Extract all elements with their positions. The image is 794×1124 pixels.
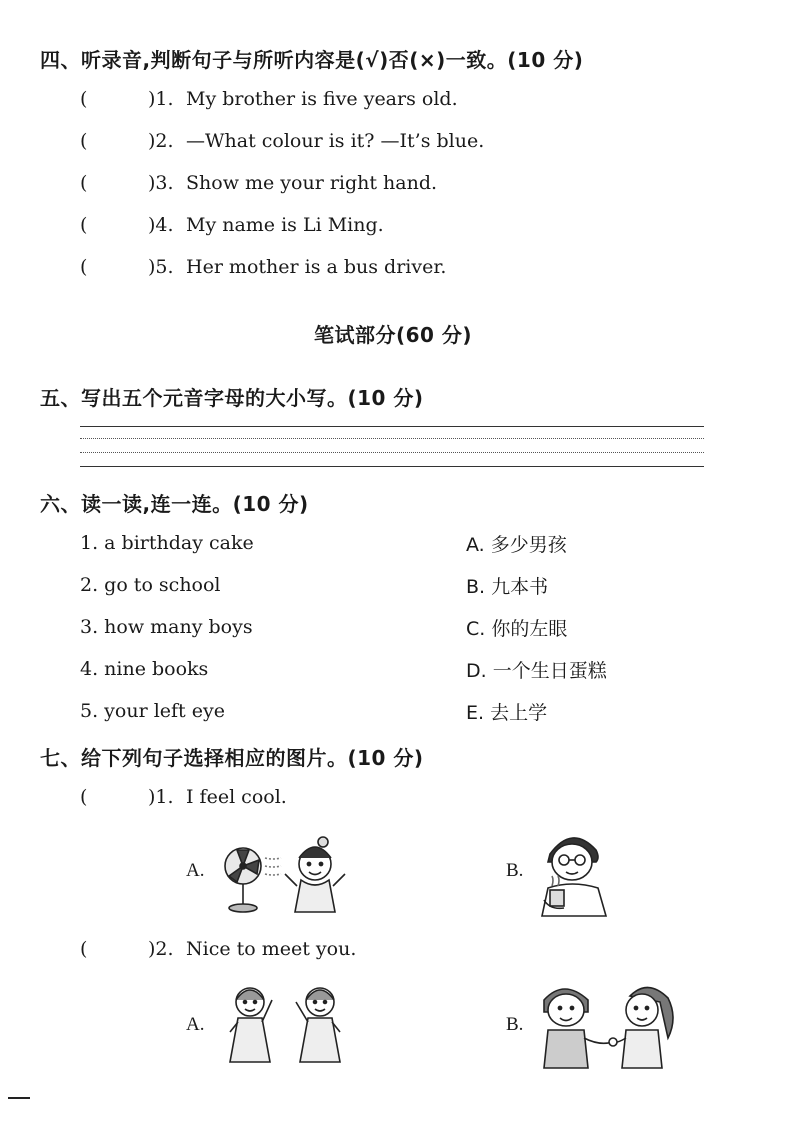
option-b-label[interactable]: B. [506, 860, 524, 881]
section4-item-num: )2. [148, 130, 174, 152]
section4-item-num: )5. [148, 256, 174, 278]
writing-line-dotted [80, 438, 704, 439]
section7-item-num: )1. [148, 786, 174, 808]
section7-item-num: )2. [148, 938, 174, 960]
man-with-hot-drink-picture[interactable] [536, 828, 612, 916]
section4-item-text: My name is Li Ming. [186, 214, 384, 236]
match-left-item[interactable]: 2. go to school [80, 574, 221, 596]
section4-item-text: —What colour is it? —It’s blue. [186, 130, 485, 152]
match-right-item[interactable]: C. 你的左眼 [466, 618, 568, 640]
writing-line-dotted [80, 452, 704, 453]
section4-item-num: )1. [148, 88, 174, 110]
answer-paren-open: ( [80, 214, 88, 236]
option-a-label[interactable]: A. [186, 860, 205, 881]
answer-paren-open: ( [80, 938, 88, 960]
section4-item-text: Show me your right hand. [186, 172, 438, 194]
section7-heading: 七、给下列句子选择相应的图片。(10 分) [40, 746, 424, 770]
option-b-label[interactable]: B. [506, 1014, 524, 1035]
section4-item-text: Her mother is a bus driver. [186, 256, 447, 278]
page-edge-mark [8, 1097, 30, 1099]
section4-item-num: )3. [148, 172, 174, 194]
answer-paren-open: ( [80, 256, 88, 278]
match-left-item[interactable]: 4. nine books [80, 658, 209, 680]
answer-paren-open: ( [80, 786, 88, 808]
section4-item-text: My brother is five years old. [186, 88, 458, 110]
answer-paren-open: ( [80, 88, 88, 110]
section7-item-text: I feel cool. [186, 786, 287, 808]
option-a-label[interactable]: A. [186, 1014, 205, 1035]
two-girls-waving-picture[interactable] [216, 978, 356, 1068]
written-part-title: 笔试部分(60 分) [314, 323, 473, 347]
match-left-item[interactable]: 5. your left eye [80, 700, 225, 722]
writing-line-bottom [80, 466, 704, 467]
match-right-item[interactable]: B. 九本书 [466, 576, 549, 598]
section4-heading: 四、听录音,判断句子与所听内容是(√)否(×)一致。(10 分) [40, 48, 584, 72]
section4-item-num: )4. [148, 214, 174, 236]
section6-heading: 六、读一读,连一连。(10 分) [40, 492, 309, 516]
answer-paren-open: ( [80, 130, 88, 152]
girl-with-fan-picture[interactable] [215, 826, 355, 914]
match-right-item[interactable]: A. 多少男孩 [466, 534, 567, 556]
match-right-item[interactable]: D. 一个生日蛋糕 [466, 660, 607, 682]
writing-line-top [80, 426, 704, 427]
section7-item-text: Nice to meet you. [186, 938, 357, 960]
man-woman-handshake-picture[interactable] [536, 978, 686, 1068]
match-right-item[interactable]: E. 去上学 [466, 702, 548, 724]
section5-heading: 五、写出五个元音字母的大小写。(10 分) [40, 386, 424, 410]
answer-paren-open: ( [80, 172, 88, 194]
match-left-item[interactable]: 3. how many boys [80, 616, 253, 638]
match-left-item[interactable]: 1. a birthday cake [80, 532, 254, 554]
